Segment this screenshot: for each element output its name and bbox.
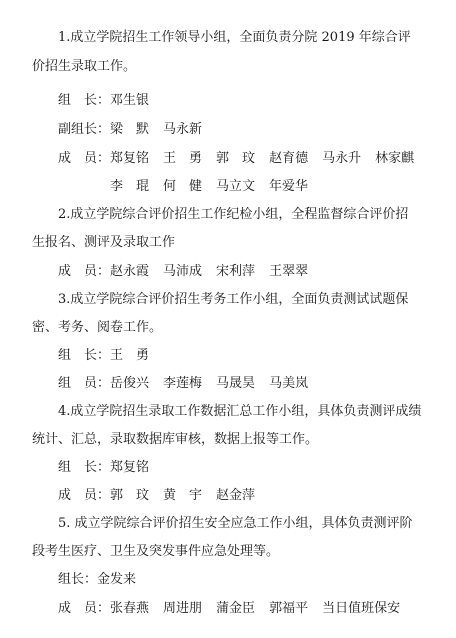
member-name: 金发来 [97,572,137,587]
member-name: 马立文 [216,179,256,194]
member-name: 赵金萍 [216,488,256,503]
member-name: 李 琨 [110,179,150,194]
member-name: 何 健 [163,179,203,194]
member-name: 王 勇 [163,151,203,166]
section-5-heading-line1: 5. 成立学院综合评价招生安全应急工作小组，具体负责测评阶 [58,516,413,531]
section-2-heading-line1: 2.成立学院综合评价招生工作纪检小组，全程监督综合评价招 [58,207,409,222]
row-label: 副组长： [58,122,111,137]
row-label: 组长： [58,572,98,587]
section-1-row-members [58,150,414,168]
row-label: 组 员： [58,376,111,391]
member-name: 郭 玟 [216,151,256,166]
section-1-heading-line1: 1.成立学院招生工作领导小组，全面负责分院 2019 年综合评 [58,30,411,45]
member-name: 马沛成 [163,264,203,279]
member-name: 郭福平 [269,601,309,616]
row-label: 成 员： [58,488,111,503]
section-5-row-members [58,600,400,618]
member-name: 王翠翠 [269,264,309,279]
section-4-row-members [58,487,255,505]
member-name: 岳俊兴 [110,376,150,391]
member-name: 马美岚 [269,376,309,391]
row-label: 成 员： [58,151,111,166]
member-name: 郑复铭 [110,460,150,475]
section-3-row-leader [58,347,149,365]
row-label: 成 员： [58,601,111,616]
section-1-row-members-cont [110,178,308,196]
section-3-heading-line2: 密、考务、阅卷工作。 [32,320,163,335]
member-name: 当日值班保安 [322,601,401,616]
member-name: 马永升 [322,151,362,166]
section-2-row-members [58,263,308,281]
section-1-row-leader [58,92,149,110]
member-name: 李莲梅 [163,376,203,391]
section-5-heading-line2: 段考生医疗、卫生及突发事件应急处理等。 [32,544,280,559]
member-name: 马晟昊 [216,376,256,391]
member-name: 年爱华 [269,179,309,194]
member-name: 王 勇 [110,348,150,363]
section-1-row-deputy [58,121,202,139]
row-label: 成 员： [58,264,111,279]
member-name: 邓生银 [110,93,150,108]
row-label: 组 长： [58,348,111,363]
member-name: 蒲金臣 [216,601,256,616]
member-name: 宋利萍 [216,264,256,279]
member-name: 张春燕 [110,601,150,616]
section-3-row-members [58,375,308,393]
member-name: 郭 玟 [110,488,150,503]
row-label: 组 长： [58,93,111,108]
section-1-heading-line2: 价招生录取工作。 [32,59,137,74]
section-5-row-leader [58,571,136,589]
section-4-heading-line1: 4.成立学院招生录取工作数据汇总工作小组，具体负责测评成绩 [58,404,422,419]
section-3-heading-line1: 3.成立学院综合评价招生考务工作小组，全面负责测试试题保 [58,292,409,307]
member-name: 梁 默 [110,122,150,137]
member-name: 郑复铭 [110,151,150,166]
member-name: 赵育德 [269,151,309,166]
section-4-row-leader [58,459,149,477]
member-name: 赵永霞 [110,264,150,279]
member-name: 马永新 [163,122,203,137]
row-label: 组 长： [58,460,111,475]
member-name: 周进朋 [163,601,203,616]
section-2-heading-line2: 生报名、测评及录取工作 [32,235,176,250]
member-name: 林家麒 [375,151,415,166]
section-4-heading-line2: 统计、汇总，录取数据库审核，数据上报等工作。 [32,432,319,447]
member-name: 黄 宇 [163,488,203,503]
